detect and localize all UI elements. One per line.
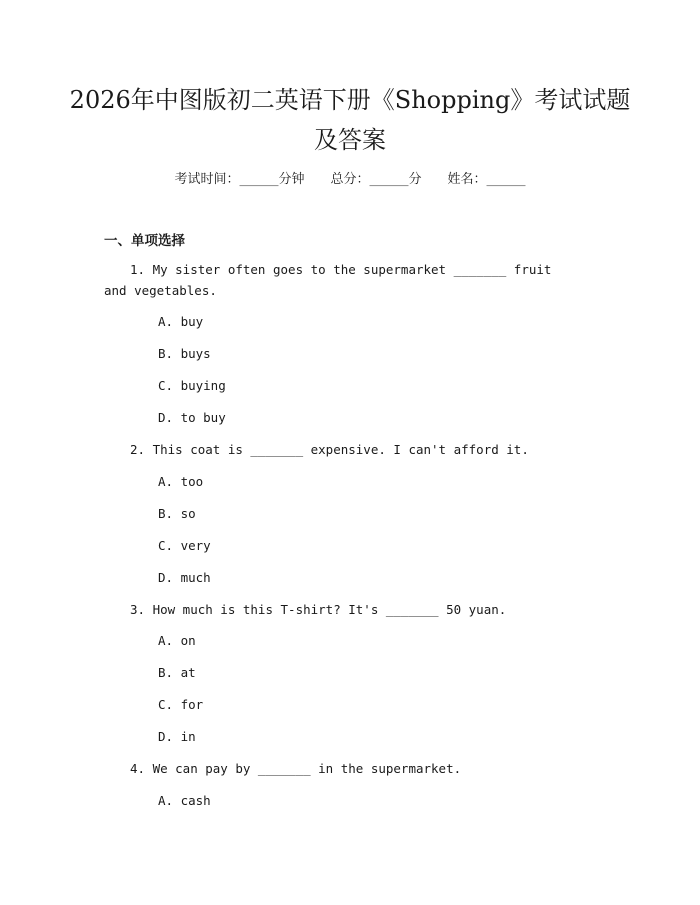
option-3d: D. in [158,729,196,744]
option-3a: A. on [158,633,196,648]
option-1d: D. to buy [158,410,226,425]
question-3: 3. How much is this T-shirt? It's _______ 50 yuan. [130,602,507,617]
option-2a: A. too [158,474,204,489]
option-1a: A. buy [158,314,204,329]
option-4a: A. cash [158,793,211,808]
exam-name: 姓名：______ [447,172,526,187]
option-1c: C. buying [158,378,226,393]
exam-time: 考试时间：______分钟 [174,172,305,187]
option-3c: C. for [158,697,204,712]
option-2b: B. so [158,506,196,521]
section-heading: 一、单项选择 [104,233,185,249]
option-1b: B. buys [158,346,211,361]
exam-meta [0,168,700,187]
exam-total-score: 总分：______分 [330,172,422,187]
option-3b: B. at [158,665,196,680]
option-2d: D. much [158,570,211,585]
question-2: 2. This coat is _______ expensive. I can't afford it. [130,442,529,457]
option-2c: C. very [158,538,211,553]
question-1: 1. My sister often goes to the supermarket _______ fruit and vegetables. [104,262,552,298]
question-4: 4. We can pay by _______ in the supermarket. [130,761,462,776]
page-title: 2026年中图版初二英语下册《Shopping》考试试题及答案 [69,86,631,154]
